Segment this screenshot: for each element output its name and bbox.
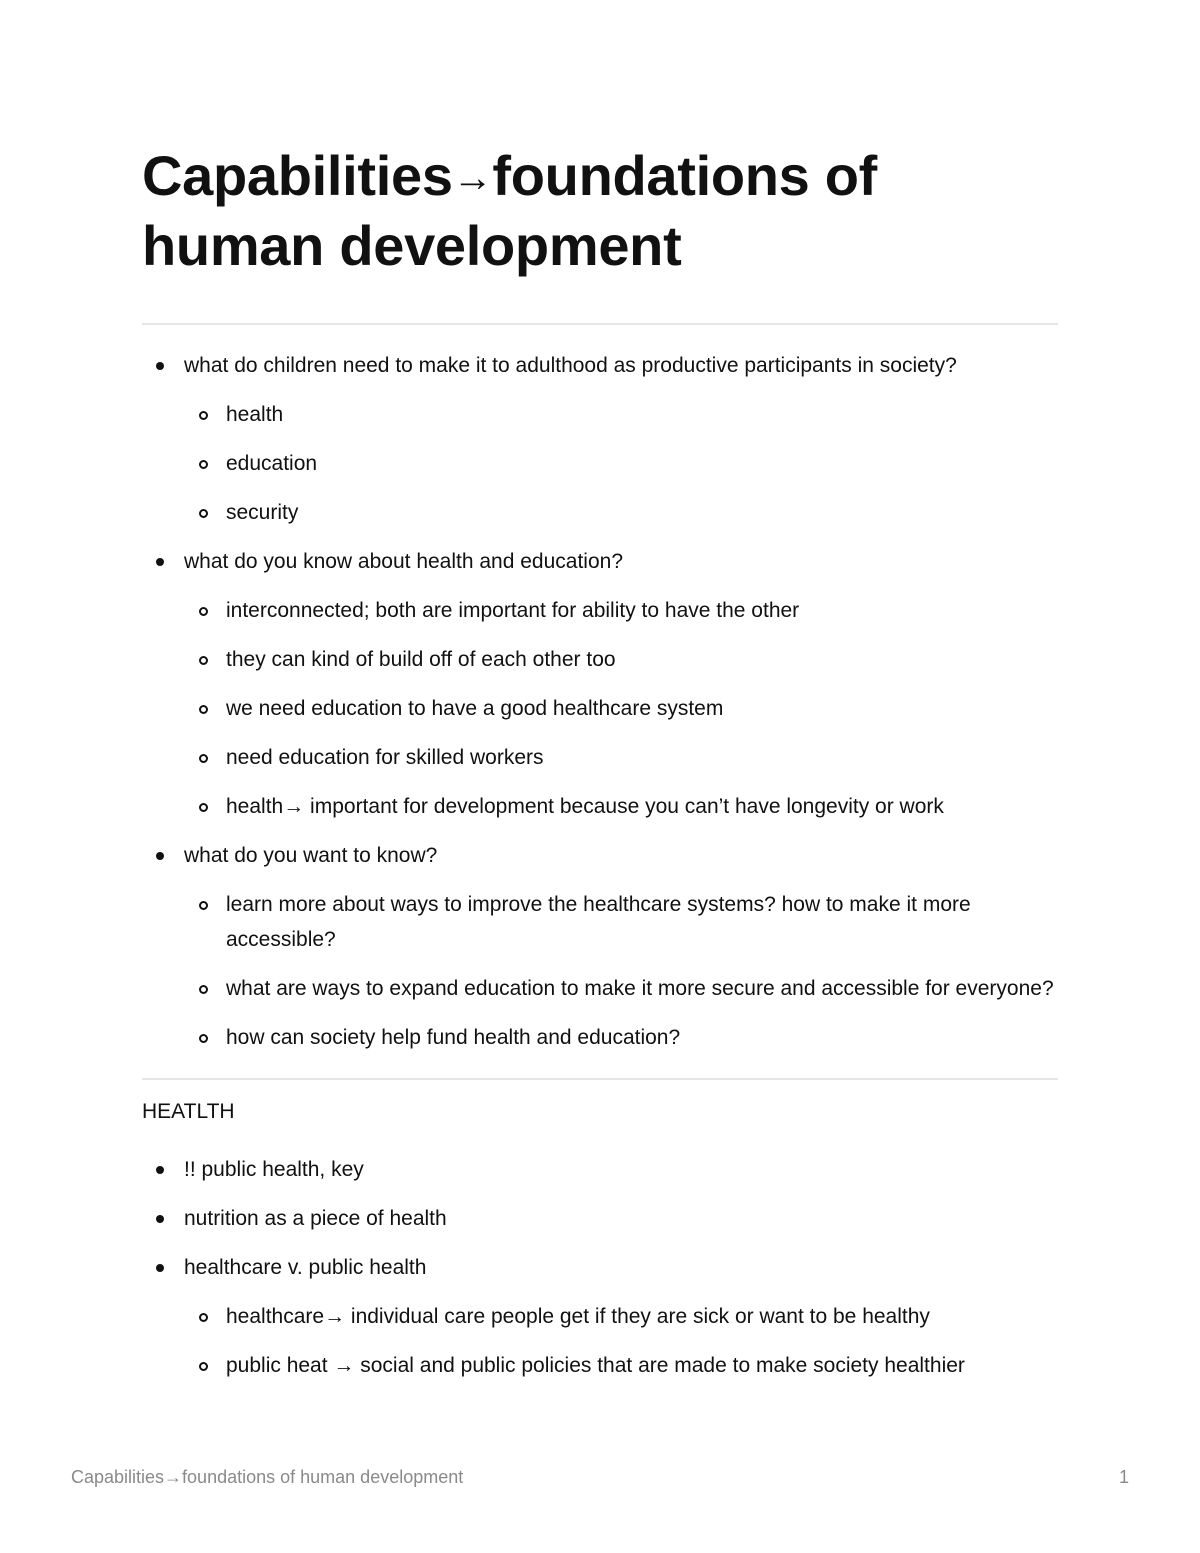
- list-item: [142, 1243, 1058, 1292]
- list-item-text: healthcare v. public health: [184, 1256, 427, 1279]
- title-part-2: foundations of human development: [142, 144, 878, 277]
- page-title: [142, 142, 1058, 280]
- title-arrow: →: [452, 156, 493, 200]
- title-part-1: Capabilities: [142, 144, 453, 207]
- sub-list-item: [142, 782, 1058, 831]
- health-list: [142, 1145, 1058, 1390]
- document-page: [142, 142, 1058, 1390]
- bullet-circle-icon: [199, 985, 208, 994]
- list-item-text: nutrition as a piece of health: [184, 1207, 447, 1230]
- sublist-wrapper: [142, 390, 1058, 537]
- bullet-disc-icon: [156, 852, 164, 860]
- sub-list-item: [142, 635, 1058, 684]
- sublist-wrapper: [142, 586, 1058, 831]
- sub-list-item: [142, 964, 1058, 1013]
- sub-list-item-text: health: [226, 403, 284, 426]
- sub-list-item: [142, 1013, 1058, 1062]
- bullet-circle-icon: [199, 1034, 208, 1043]
- bullet-circle-icon: [199, 901, 208, 910]
- sublist-wrapper: [142, 1292, 1058, 1390]
- sub-list-item-text: how can society help fund health and education?: [226, 1026, 681, 1049]
- bullet-circle-icon: [199, 705, 208, 714]
- section-heading-health: HEATLTH: [142, 1100, 235, 1123]
- sublist: [142, 880, 1058, 1062]
- bullet-circle-icon: [199, 1313, 208, 1322]
- divider: [142, 1078, 1058, 1080]
- sub-list-item-text: health→ important for development because you can’t have longevity or work: [226, 795, 944, 818]
- divider: [142, 323, 1058, 325]
- sub-list-item: [142, 390, 1058, 439]
- sub-list-item-text: what are ways to expand education to make it more secure and accessible for everyone?: [226, 977, 1054, 1000]
- sub-list-item-text: interconnected; both are important for ability to have the other: [226, 599, 800, 622]
- sub-list-item: [142, 733, 1058, 782]
- list-item: [142, 1145, 1058, 1194]
- sub-list-item: [142, 439, 1058, 488]
- bullet-circle-icon: [199, 656, 208, 665]
- list-item-text: !! public health, key: [184, 1158, 364, 1181]
- bullet-disc-icon: [156, 1215, 164, 1223]
- sub-list-item-text: security: [226, 501, 299, 524]
- bullet-circle-icon: [199, 803, 208, 812]
- sublist: [142, 390, 1058, 537]
- bullet-disc-icon: [156, 558, 164, 566]
- sub-list-item-text: we need education to have a good healthcare system: [226, 697, 724, 720]
- question-list: [142, 341, 1058, 1062]
- sub-list-item: [142, 1292, 1058, 1341]
- sub-list-item-text: healthcare→ individual care people get if they are sick or want to be healthy: [226, 1305, 930, 1328]
- bullet-circle-icon: [199, 411, 208, 420]
- sub-list-item: [142, 684, 1058, 733]
- list-item-text: what do you want to know?: [184, 844, 438, 867]
- footer-page-number: 1: [1118, 1467, 1129, 1487]
- footer-title: Capabilities→foundations of human development: [71, 1467, 464, 1487]
- sub-list-item-text: public heat → social and public policies that are made to make society healthier: [226, 1354, 965, 1377]
- sublist: [142, 1292, 1058, 1390]
- sub-list-item-text: need education for skilled workers: [226, 746, 544, 769]
- sublist-wrapper: [142, 880, 1058, 1062]
- sub-list-item-text: education: [226, 452, 318, 475]
- list-item: [142, 341, 1058, 390]
- bullet-circle-icon: [199, 607, 208, 616]
- bullet-circle-icon: [199, 1362, 208, 1371]
- sub-list-item: [142, 586, 1058, 635]
- bullet-circle-icon: [199, 754, 208, 763]
- bullet-disc-icon: [156, 1166, 164, 1174]
- bullet-disc-icon: [156, 1264, 164, 1272]
- sub-list-item: [142, 880, 1058, 964]
- list-item: [142, 1194, 1058, 1243]
- list-item: [142, 831, 1058, 880]
- list-item: [142, 537, 1058, 586]
- sub-list-item: [142, 488, 1058, 537]
- bullet-circle-icon: [199, 509, 208, 518]
- bullet-circle-icon: [199, 460, 208, 469]
- sub-list-item-text: learn more about ways to improve the healthcare systems? how to make it more accessible?: [226, 893, 971, 951]
- bullet-disc-icon: [156, 362, 164, 370]
- sub-list-item: [142, 1341, 1058, 1390]
- sub-list-item-text: they can kind of build off of each other too: [226, 648, 616, 671]
- list-item-text: what do you know about health and education?: [184, 550, 624, 573]
- list-item-text: what do children need to make it to adulthood as productive participants in society?: [184, 354, 957, 377]
- sublist: [142, 586, 1058, 831]
